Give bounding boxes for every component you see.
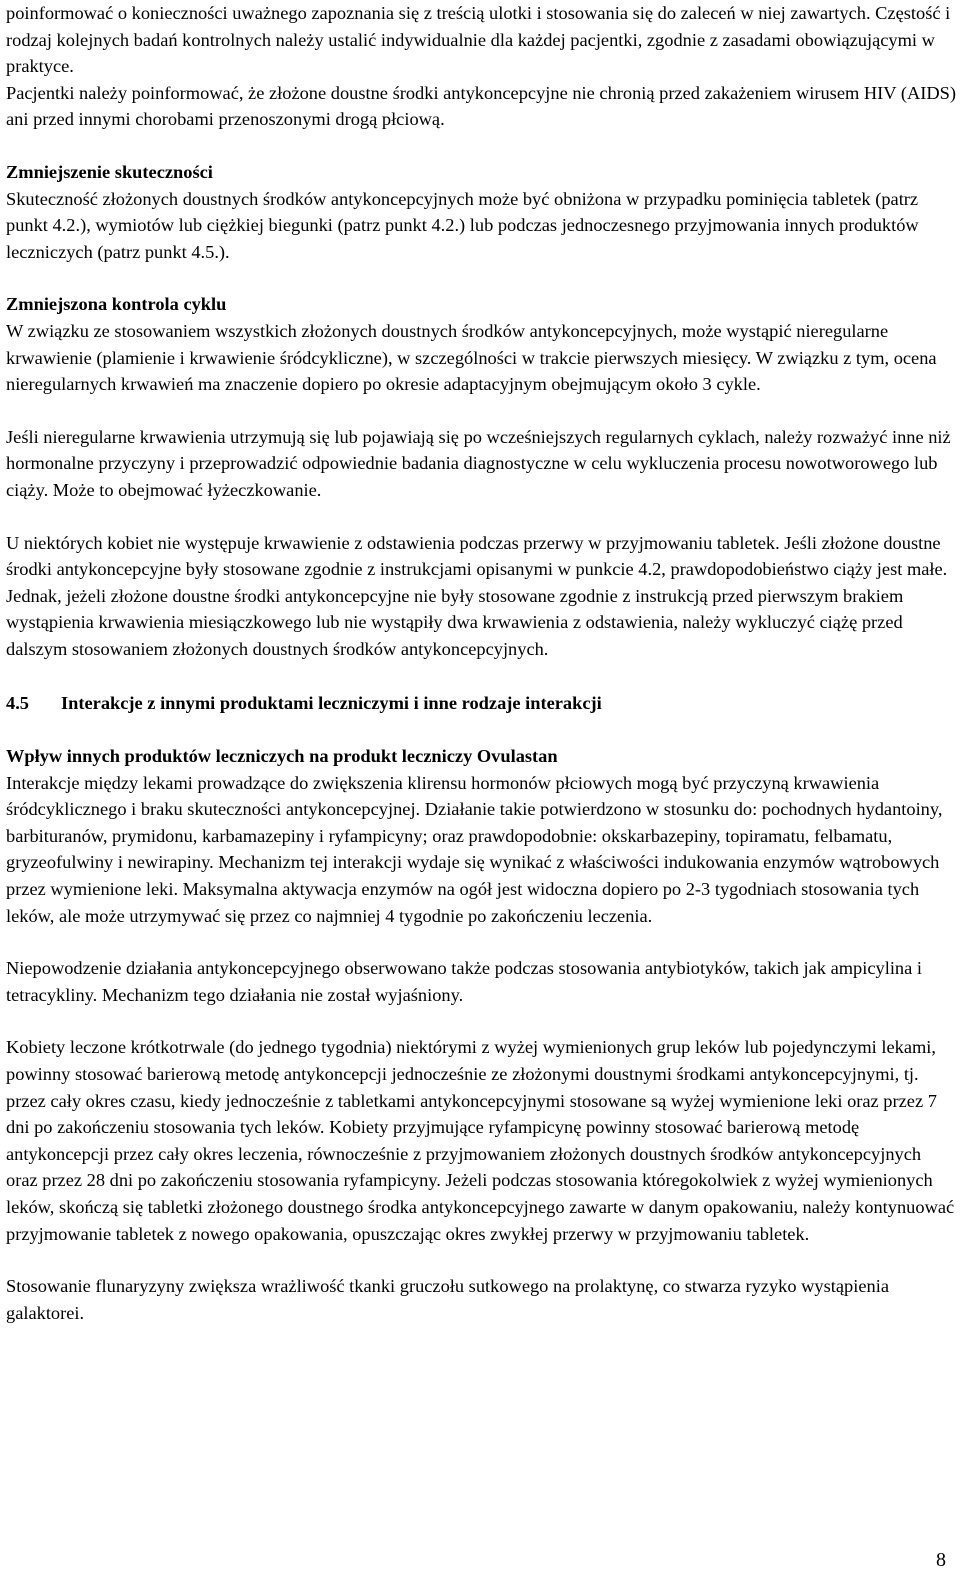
influence-heading: Wpływ innych produktów leczniczych na produkt leczniczy Ovulastan (6, 746, 558, 767)
cycle-control-paragraph-3: U niektórych kobiet nie występuje krwawienie z odstawienia podczas przerwy w przyjmowaniu tabletek. Jeśli złożone doustne środki antykoncepcyjne były stosowane zgodnie z instrukcjami opisanymi w punkcie 4.2, prawdopodobieństwo ciąży jest małe. Jednak, jeżeli złożone doustne środki antykoncepcyjne nie były stosowane zgodnie z instrukcją przed pierwszym brakiem wystąpienia krwawienia miesiączkowego lub nie wystąpiły dwa krwawienia z odstawienia, należy wykluczyć ciążę przed dalszym stosowaniem złożonych doustnych środków antykoncepcyjnych. (6, 532, 948, 659)
intro-paragraph: poinformować o konieczności uważnego zapoznania się z treścią ulotki i stosowania się do zaleceń w niej zawartych. Częstość i rodzaj kolejnych badań kontrolnych należy ustalić indywidualnie dla każdej pacjentki, zgodnie z zasadami obowiązującymi w praktyce. (6, 3, 951, 77)
page-number: 8 (936, 1549, 946, 1571)
section-number: 4.5 (6, 693, 29, 714)
influence-paragraph-1: Interakcje między lekami prowadzące do zwiększenia klirensu hormonów płciowych mogą być przyczyną krwawienia śródcyklicznego i braku skuteczności antykoncepcyjnej. Działanie takie potwierdzono w stosunku do: pochodnych hydantoiny, barbituranów, prymidonu, karbamazepiny i ryfampicyny; oraz prawdopodobnie: okskarbazepiny, topiramatu, felbamatu, gryzeofulwiny i newirapiny. Mechanizm tej interakcji wydaje się wynikać z właściwości indukowania enzymów wątrobowych przez wymienione leki. Maksymalna aktywacja enzymów na ogół jest widoczna dopiero po 2-3 tygodniach stosowania tych leków, ale może utrzymywać się przez co najmniej 4 tygodnie po zakończeniu leczenia. (6, 772, 943, 926)
section-heading-4-5 (6, 690, 956, 717)
influence-paragraph-4: Stosowanie flunaryzyny zwiększa wrażliwość tkanki gruczołu sutkowego na prolaktynę, co stwarza ryzyko wystąpienia galaktorei. (6, 1276, 889, 1323)
document-page (6, 0, 956, 1326)
section-title: Interakcje z innymi produktami leczniczymi i inne rodzaje interakcji (61, 693, 602, 714)
reduced-efficacy-paragraph: Skuteczność złożonych doustnych środków antykoncepcyjnych może być obniżona w przypadku pominięcia tabletek (patrz punkt 4.2.), wymiotów lub ciężkiej biegunki (patrz punkt 4.2.) lub podczas jednoczesnego przyjmowania innych produktów leczniczych (patrz punkt 4.5.). (6, 188, 919, 262)
hiv-warning-paragraph: Pacjentki należy poinformować, że złożone doustne środki antykoncepcyjne nie chronią przed zakażeniem wirusem HIV (AIDS) ani przed innymi chorobami przenoszonymi drogą płciową. (6, 82, 957, 130)
influence-paragraph-3: Kobiety leczone krótkotrwale (do jednego tygodnia) niektórymi z wyżej wymienionych grup leków lub pojedynczymi lekami, powinny stosować barierową metodę antykoncepcji jednocześnie ze złożonymi doustnymi środkami antykoncepcyjnymi, tj. przez cały okres czasu, kiedy jednocześnie z tabletkami antykoncepcyjnymi stosowane są wyżej wymienione leki oraz przez 7 dni po zakończeniu stosowania tych leków. Kobiety przyjmujące ryfampicynę powinny stosować barierową metodę antykoncepcji przez cały okres leczenia, równocześnie z przyjmowaniem złożonych doustnych środków antykoncepcyjnych oraz przez 28 dni po zakończeniu stosowania ryfampicyny. Jeżeli podczas stosowania któregokolwiek z wyżej wymienionych leków, skończą się tabletki złożonego doustnego środka antykoncepcyjnego zawarte w danym opakowaniu, należy kontynuować przyjmowanie tabletek z nowego opakowania, opuszczając okres zwykłej przerwy w przyjmowaniu tabletek. (6, 1037, 955, 1244)
cycle-control-paragraph-2: Jeśli nieregularne krwawienia utrzymują się lub pojawiają się po wcześniejszych regularnych cyklach, należy rozważyć inne niż hormonalne przyczyny i przeprowadzić odpowiednie badania diagnostyczne w celu wykluczenia procesu nowotworowego lub ciąży. Może to obejmować łyżeczkowanie. (6, 426, 951, 500)
influence-paragraph-2: Niepowodzenie działania antykoncepcyjnego obserwowano także podczas stosowania antybiotyków, takich jak ampicylina i tetracykliny. Mechanizm tego działania nie został wyjaśniony. (6, 958, 922, 1005)
cycle-control-heading: Zmniejszona kontrola cyklu (6, 294, 227, 315)
cycle-control-paragraph-1: W związku ze stosowaniem wszystkich złożonych doustnych środków antykoncepcyjnych, może wystąpić nieregularne krwawienie (plamienie i krwawienie śródcykliczne), w szczególności w trakcie pierwszych miesięcy. W związku z tym, ocena nieregularnych krwawień ma znaczenie dopiero po okresie adaptacyjnym obejmującym około 3 cykle. (6, 320, 937, 395)
reduced-efficacy-heading: Zmniejszenie skuteczności (6, 161, 213, 182)
